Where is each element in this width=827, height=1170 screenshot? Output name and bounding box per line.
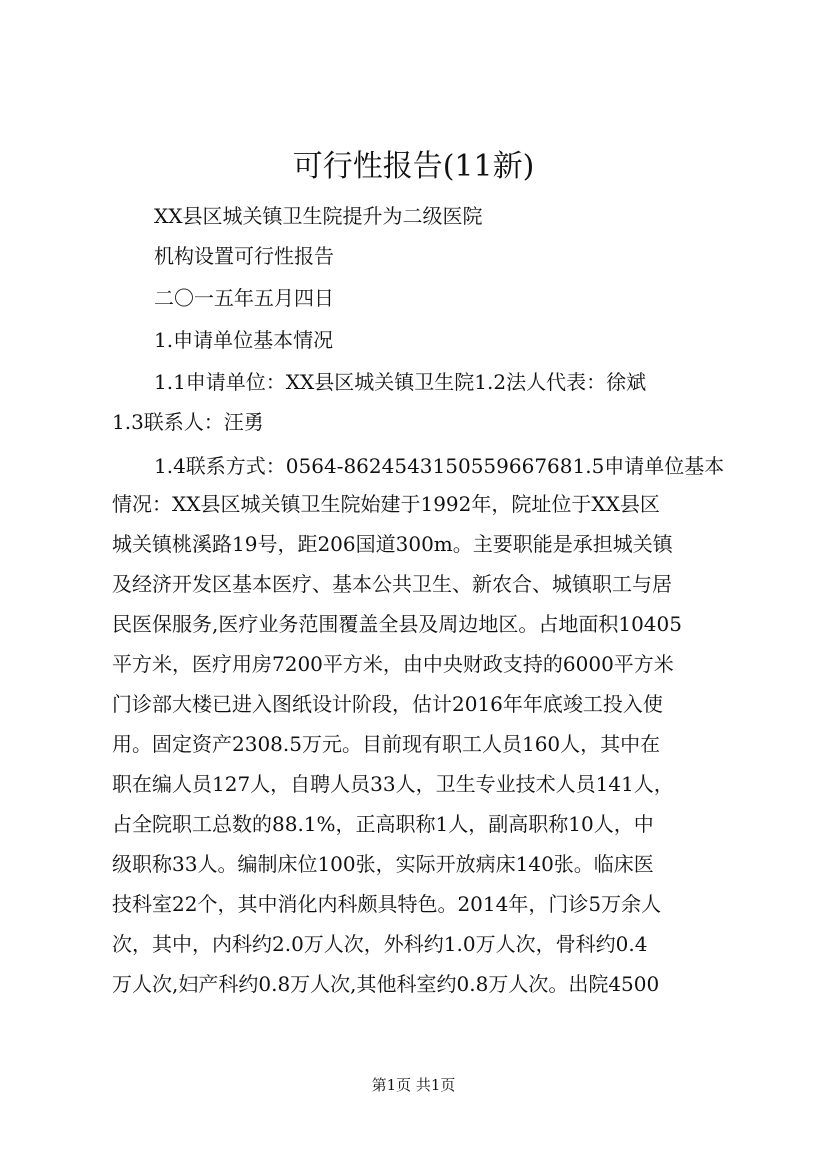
page-footer: 第1页 共1页 <box>371 1076 456 1094</box>
body-line: 情况：XX县区城关镇卫生院始建于1992年，院址位于XX县区 <box>112 492 660 516</box>
body-line: 技科室22个，其中消化内科颇具特色。2014年，门诊5万余人 <box>112 892 662 916</box>
subtitle-line-1: XX县区城关镇卫生院提升为二级医院 <box>154 204 483 228</box>
body-line: 城关镇桃溪路19号，距206国道300m。主要职能是承担城关镇 <box>112 532 673 556</box>
body-line: 及经济开发区基本医疗、基本公共卫生、新农合、城镇职工与居 <box>112 572 672 596</box>
body-line: 1.1申请单位：XX县区城关镇卫生院1.2法人代表：徐斌 <box>154 370 647 394</box>
body-line: 级职称33人。编制床位100张，实际开放病床140张。临床医 <box>112 852 654 876</box>
subtitle-line-2: 机构设置可行性报告 <box>154 244 334 268</box>
body-line: 1.4联系方式：0564-86245431505596676​81.5申请单位基本 <box>154 454 725 478</box>
page-title: 可行性报告(11新) <box>292 149 535 184</box>
body-line: 民医保服务,医疗业务范围覆盖全县及周边地区。占地面积10405 <box>112 612 682 636</box>
section-heading: 1.申请单位基本情况 <box>154 328 334 352</box>
body-line: 万人次,妇产科约0.8万人次,其他科室约0.8万人次。出院4500 <box>112 972 660 996</box>
body-line: 门诊部大楼已进入图纸设计阶段，估计2016年年底竣工投入使 <box>112 692 663 716</box>
body-line: 平方米，医疗用房7200平方米，由中央财政支持的6000平方米 <box>112 652 674 676</box>
body-line: 用。固定资产2308.5万元。目前现有职工人员160人，其中在 <box>112 732 661 756</box>
body-line: 次，其中，内科约2.0万人次，外科约1.0万人次，骨科约0.4 <box>112 932 648 956</box>
body-line: 占全院职工总数的88.1%，正高职称1人，副高职称10人，中 <box>112 812 654 836</box>
date-line: 二〇一五年五月四日 <box>154 286 334 310</box>
body-line: 职在编人员127人，自聘人员33人，卫生专业技术人员141人， <box>112 772 674 796</box>
body-line: 1.3联系人：汪勇 <box>112 410 264 434</box>
